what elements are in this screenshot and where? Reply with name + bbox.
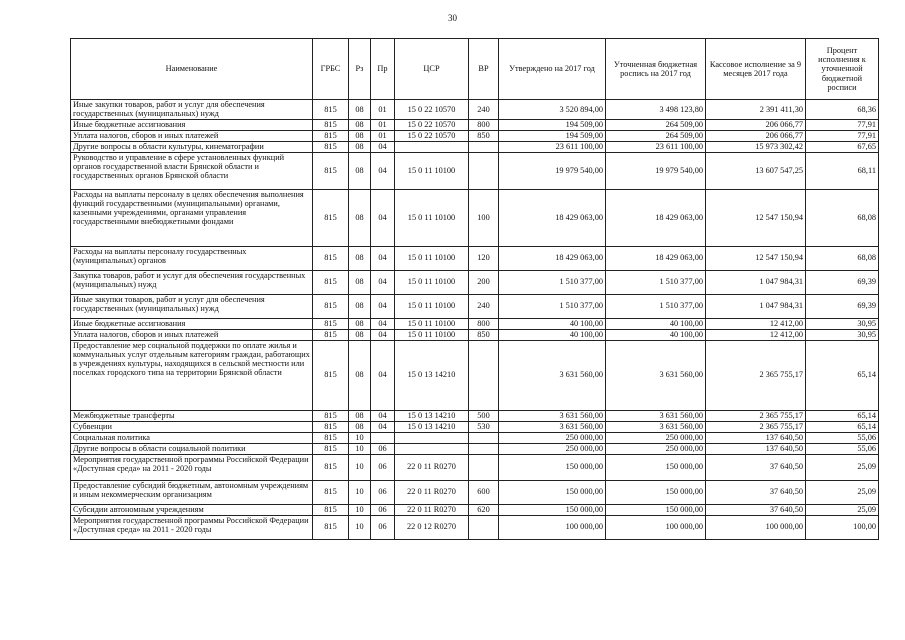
cell-pr: 04 xyxy=(371,340,395,410)
cell-revised: 19 979 540,00 xyxy=(606,152,706,189)
cell-vr xyxy=(469,152,499,189)
cell-csr: 22 0 11 R0270 xyxy=(395,504,469,515)
cell-grbs: 815 xyxy=(313,432,349,443)
cell-percent: 77,91 xyxy=(806,130,879,141)
cell-vr: 500 xyxy=(469,410,499,421)
cell-pr: 06 xyxy=(371,443,395,454)
cell-rz: 08 xyxy=(349,329,371,340)
cell-name: Расходы на выплаты персоналу государственных (муниципальных) органов xyxy=(71,246,313,270)
cell-grbs: 815 xyxy=(313,119,349,130)
cell-grbs: 815 xyxy=(313,318,349,329)
table-row xyxy=(71,515,879,539)
cell-executed: 15 973 302,42 xyxy=(706,141,806,152)
cell-name: Предоставление мер социальной поддержки по оплате жилья и коммунальных услуг отдельным категориям граждан, работающих в учреждениях культуры, находящихся в сельской местности или поселках городского типа на территории Брянской области xyxy=(71,340,313,410)
cell-vr: 600 xyxy=(469,480,499,504)
cell-executed: 12 547 150,94 xyxy=(706,189,806,246)
cell-name: Предоставление субсидий бюджетным, автономным учреждениям и иным некоммерческим организациям xyxy=(71,480,313,504)
cell-percent: 68,08 xyxy=(806,246,879,270)
cell-percent: 25,09 xyxy=(806,504,879,515)
cell-approved: 194 509,00 xyxy=(499,130,606,141)
cell-grbs: 815 xyxy=(313,141,349,152)
cell-vr xyxy=(469,515,499,539)
cell-executed: 1 047 984,31 xyxy=(706,294,806,318)
cell-grbs: 815 xyxy=(313,152,349,189)
cell-percent: 68,08 xyxy=(806,189,879,246)
cell-revised: 18 429 063,00 xyxy=(606,246,706,270)
table-row xyxy=(71,329,879,340)
table-row xyxy=(71,443,879,454)
cell-executed: 1 047 984,31 xyxy=(706,270,806,294)
cell-grbs: 815 xyxy=(313,504,349,515)
cell-approved: 19 979 540,00 xyxy=(499,152,606,189)
cell-percent: 69,39 xyxy=(806,270,879,294)
cell-executed: 137 640,50 xyxy=(706,432,806,443)
cell-approved: 18 429 063,00 xyxy=(499,189,606,246)
header-revised: Уточненная бюджетная роспись на 2017 год xyxy=(606,39,706,100)
cell-executed: 13 607 547,25 xyxy=(706,152,806,189)
cell-pr: 06 xyxy=(371,454,395,480)
table-row xyxy=(71,421,879,432)
cell-approved: 250 000,00 xyxy=(499,432,606,443)
cell-csr: 15 0 11 10100 xyxy=(395,189,469,246)
cell-approved: 1 510 377,00 xyxy=(499,270,606,294)
table-body xyxy=(71,100,879,540)
cell-percent: 55,06 xyxy=(806,432,879,443)
cell-csr: 15 0 13 14210 xyxy=(395,410,469,421)
cell-name: Мероприятия государственной программы Российской Федерации «Доступная среда» на 2011 - 2020 годы xyxy=(71,515,313,539)
cell-percent: 100,00 xyxy=(806,515,879,539)
cell-pr: 04 xyxy=(371,329,395,340)
cell-pr: 04 xyxy=(371,410,395,421)
cell-vr: 530 xyxy=(469,421,499,432)
cell-rz: 08 xyxy=(349,189,371,246)
cell-approved: 40 100,00 xyxy=(499,318,606,329)
cell-revised: 40 100,00 xyxy=(606,318,706,329)
cell-percent: 68,11 xyxy=(806,152,879,189)
cell-revised: 23 611 100,00 xyxy=(606,141,706,152)
cell-approved: 3 631 560,00 xyxy=(499,421,606,432)
cell-rz: 10 xyxy=(349,432,371,443)
cell-vr: 620 xyxy=(469,504,499,515)
cell-csr: 22 0 11 R0270 xyxy=(395,454,469,480)
cell-approved: 23 611 100,00 xyxy=(499,141,606,152)
cell-pr: 04 xyxy=(371,421,395,432)
cell-revised: 40 100,00 xyxy=(606,329,706,340)
cell-grbs: 815 xyxy=(313,454,349,480)
header-grbs: ГРБС xyxy=(313,39,349,100)
cell-grbs: 815 xyxy=(313,130,349,141)
cell-executed: 37 640,50 xyxy=(706,480,806,504)
cell-rz: 10 xyxy=(349,443,371,454)
cell-revised: 3 631 560,00 xyxy=(606,340,706,410)
cell-revised: 150 000,00 xyxy=(606,480,706,504)
cell-executed: 2 365 755,17 xyxy=(706,421,806,432)
cell-revised: 3 498 123,80 xyxy=(606,100,706,120)
table-row xyxy=(71,130,879,141)
cell-vr: 800 xyxy=(469,318,499,329)
table-row xyxy=(71,189,879,246)
cell-rz: 10 xyxy=(349,480,371,504)
cell-percent: 69,39 xyxy=(806,294,879,318)
header-pr: Пр xyxy=(371,39,395,100)
cell-grbs: 815 xyxy=(313,410,349,421)
cell-percent: 65,14 xyxy=(806,410,879,421)
cell-percent: 30,95 xyxy=(806,329,879,340)
header-executed: Кассовое исполнение за 9 месяцев 2017 года xyxy=(706,39,806,100)
cell-csr: 15 0 11 10100 xyxy=(395,152,469,189)
cell-approved: 3 631 560,00 xyxy=(499,340,606,410)
cell-csr: 15 0 22 10570 xyxy=(395,100,469,120)
cell-approved: 150 000,00 xyxy=(499,480,606,504)
cell-pr: 06 xyxy=(371,515,395,539)
cell-vr xyxy=(469,432,499,443)
cell-revised: 1 510 377,00 xyxy=(606,294,706,318)
cell-approved: 100 000,00 xyxy=(499,515,606,539)
cell-name: Мероприятия государственной программы Российской Федерации «Доступная среда» на 2011 - 2020 годы xyxy=(71,454,313,480)
cell-approved: 250 000,00 xyxy=(499,443,606,454)
cell-vr: 800 xyxy=(469,119,499,130)
cell-csr: 15 0 13 14210 xyxy=(395,340,469,410)
cell-approved: 3 520 894,00 xyxy=(499,100,606,120)
cell-approved: 150 000,00 xyxy=(499,454,606,480)
cell-csr: 15 0 22 10570 xyxy=(395,119,469,130)
cell-pr: 04 xyxy=(371,294,395,318)
cell-vr xyxy=(469,443,499,454)
cell-grbs: 815 xyxy=(313,480,349,504)
cell-revised: 100 000,00 xyxy=(606,515,706,539)
cell-csr xyxy=(395,443,469,454)
cell-csr xyxy=(395,141,469,152)
cell-revised: 18 429 063,00 xyxy=(606,189,706,246)
header-approved: Утверждено на 2017 год xyxy=(499,39,606,100)
cell-rz: 08 xyxy=(349,340,371,410)
cell-name: Социальная политика xyxy=(71,432,313,443)
cell-vr: 200 xyxy=(469,270,499,294)
cell-grbs: 815 xyxy=(313,100,349,120)
cell-revised: 250 000,00 xyxy=(606,432,706,443)
cell-name: Иные закупки товаров, работ и услуг для обеспечения государственных (муниципальных) нужд xyxy=(71,100,313,120)
cell-pr: 04 xyxy=(371,189,395,246)
cell-revised: 3 631 560,00 xyxy=(606,421,706,432)
table-header-row xyxy=(71,39,879,100)
header-csr: ЦСР xyxy=(395,39,469,100)
cell-grbs: 815 xyxy=(313,340,349,410)
table-row xyxy=(71,119,879,130)
cell-pr: 04 xyxy=(371,152,395,189)
cell-pr: 04 xyxy=(371,270,395,294)
cell-approved: 1 510 377,00 xyxy=(499,294,606,318)
cell-csr: 15 0 11 10100 xyxy=(395,246,469,270)
table-row xyxy=(71,152,879,189)
cell-name: Закупка товаров, работ и услуг для обеспечения государственных (муниципальных) нужд xyxy=(71,270,313,294)
cell-executed: 2 391 411,30 xyxy=(706,100,806,120)
cell-csr: 15 0 11 10100 xyxy=(395,270,469,294)
cell-csr: 15 0 11 10100 xyxy=(395,294,469,318)
cell-vr: 100 xyxy=(469,189,499,246)
cell-name: Другие вопросы в области социальной политики xyxy=(71,443,313,454)
cell-csr: 15 0 11 10100 xyxy=(395,329,469,340)
cell-executed: 206 066,77 xyxy=(706,130,806,141)
cell-revised: 264 509,00 xyxy=(606,130,706,141)
cell-percent: 77,91 xyxy=(806,119,879,130)
cell-executed: 2 365 755,17 xyxy=(706,340,806,410)
header-rz: Рз xyxy=(349,39,371,100)
cell-approved: 18 429 063,00 xyxy=(499,246,606,270)
cell-vr xyxy=(469,454,499,480)
cell-approved: 40 100,00 xyxy=(499,329,606,340)
cell-grbs: 815 xyxy=(313,421,349,432)
cell-rz: 08 xyxy=(349,152,371,189)
cell-executed: 206 066,77 xyxy=(706,119,806,130)
cell-csr: 15 0 11 10100 xyxy=(395,318,469,329)
cell-csr: 15 0 13 14210 xyxy=(395,421,469,432)
cell-revised: 1 510 377,00 xyxy=(606,270,706,294)
cell-name: Субвенции xyxy=(71,421,313,432)
header-name: Наименование xyxy=(71,39,313,100)
cell-executed: 100 000,00 xyxy=(706,515,806,539)
table-row xyxy=(71,100,879,120)
cell-rz: 10 xyxy=(349,515,371,539)
cell-percent: 25,09 xyxy=(806,480,879,504)
cell-executed: 137 640,50 xyxy=(706,443,806,454)
cell-vr: 850 xyxy=(469,329,499,340)
cell-pr: 01 xyxy=(371,100,395,120)
cell-approved: 3 631 560,00 xyxy=(499,410,606,421)
cell-executed: 2 365 755,17 xyxy=(706,410,806,421)
cell-percent: 25,09 xyxy=(806,454,879,480)
cell-rz: 10 xyxy=(349,504,371,515)
cell-percent: 65,14 xyxy=(806,340,879,410)
cell-csr: 22 0 11 R0270 xyxy=(395,480,469,504)
cell-approved: 150 000,00 xyxy=(499,504,606,515)
cell-name: Иные бюджетные ассигнования xyxy=(71,119,313,130)
cell-name: Иные закупки товаров, работ и услуг для обеспечения государственных (муниципальных) нужд xyxy=(71,294,313,318)
cell-executed: 12 412,00 xyxy=(706,318,806,329)
cell-rz: 10 xyxy=(349,454,371,480)
cell-percent: 65,14 xyxy=(806,421,879,432)
cell-rz: 08 xyxy=(349,421,371,432)
cell-grbs: 815 xyxy=(313,294,349,318)
cell-grbs: 815 xyxy=(313,443,349,454)
cell-percent: 67,65 xyxy=(806,141,879,152)
cell-name: Расходы на выплаты персоналу в целях обеспечения выполнения функций государственными (муниципальными) органами, казенными учреждениями, органами управления государственными внебюджетными фондами xyxy=(71,189,313,246)
cell-grbs: 815 xyxy=(313,189,349,246)
cell-name: Руководство и управление в сфере установленных функций органов государственной власти Брянской области и государственных органов Брянской области xyxy=(71,152,313,189)
cell-revised: 150 000,00 xyxy=(606,454,706,480)
cell-approved: 194 509,00 xyxy=(499,119,606,130)
cell-vr: 240 xyxy=(469,100,499,120)
cell-vr: 850 xyxy=(469,130,499,141)
cell-executed: 37 640,50 xyxy=(706,454,806,480)
cell-grbs: 815 xyxy=(313,515,349,539)
cell-rz: 08 xyxy=(349,119,371,130)
cell-grbs: 815 xyxy=(313,270,349,294)
table-row xyxy=(71,270,879,294)
budget-execution-table xyxy=(70,38,879,540)
cell-revised: 250 000,00 xyxy=(606,443,706,454)
cell-name: Межбюджетные трансферты xyxy=(71,410,313,421)
cell-rz: 08 xyxy=(349,318,371,329)
table-row xyxy=(71,141,879,152)
cell-rz: 08 xyxy=(349,100,371,120)
header-percent: Процент исполнения к уточненной бюджетной росписи xyxy=(806,39,879,100)
cell-rz: 08 xyxy=(349,130,371,141)
table-row xyxy=(71,246,879,270)
table-row xyxy=(71,410,879,421)
table-row xyxy=(71,340,879,410)
table-row xyxy=(71,480,879,504)
cell-rz: 08 xyxy=(349,410,371,421)
cell-pr: 06 xyxy=(371,480,395,504)
cell-percent: 68,36 xyxy=(806,100,879,120)
cell-pr: 04 xyxy=(371,141,395,152)
cell-revised: 150 000,00 xyxy=(606,504,706,515)
cell-pr: 06 xyxy=(371,504,395,515)
cell-vr: 240 xyxy=(469,294,499,318)
cell-executed: 12 547 150,94 xyxy=(706,246,806,270)
cell-vr xyxy=(469,340,499,410)
cell-rz: 08 xyxy=(349,246,371,270)
cell-revised: 3 631 560,00 xyxy=(606,410,706,421)
cell-vr xyxy=(469,141,499,152)
table-row xyxy=(71,294,879,318)
cell-pr: 01 xyxy=(371,119,395,130)
cell-name: Уплата налогов, сборов и иных платежей xyxy=(71,329,313,340)
cell-pr xyxy=(371,432,395,443)
cell-pr: 01 xyxy=(371,130,395,141)
cell-executed: 12 412,00 xyxy=(706,329,806,340)
cell-revised: 264 509,00 xyxy=(606,119,706,130)
cell-rz: 08 xyxy=(349,141,371,152)
cell-name: Уплата налогов, сборов и иных платежей xyxy=(71,130,313,141)
cell-pr: 04 xyxy=(371,246,395,270)
table-row xyxy=(71,504,879,515)
cell-executed: 37 640,50 xyxy=(706,504,806,515)
table-row xyxy=(71,454,879,480)
header-vr: ВР xyxy=(469,39,499,100)
cell-name: Иные бюджетные ассигнования xyxy=(71,318,313,329)
cell-vr: 120 xyxy=(469,246,499,270)
cell-name: Другие вопросы в области культуры, кинематографии xyxy=(71,141,313,152)
cell-name: Субсидии автономным учреждениям xyxy=(71,504,313,515)
cell-percent: 55,06 xyxy=(806,443,879,454)
table-row xyxy=(71,432,879,443)
cell-rz: 08 xyxy=(349,294,371,318)
cell-grbs: 815 xyxy=(313,329,349,340)
cell-csr xyxy=(395,432,469,443)
cell-percent: 30,95 xyxy=(806,318,879,329)
cell-csr: 22 0 12 R0270 xyxy=(395,515,469,539)
table-row xyxy=(71,318,879,329)
cell-grbs: 815 xyxy=(313,246,349,270)
cell-rz: 08 xyxy=(349,270,371,294)
cell-pr: 04 xyxy=(371,318,395,329)
cell-csr: 15 0 22 10570 xyxy=(395,130,469,141)
page-number: 30 xyxy=(448,13,457,23)
